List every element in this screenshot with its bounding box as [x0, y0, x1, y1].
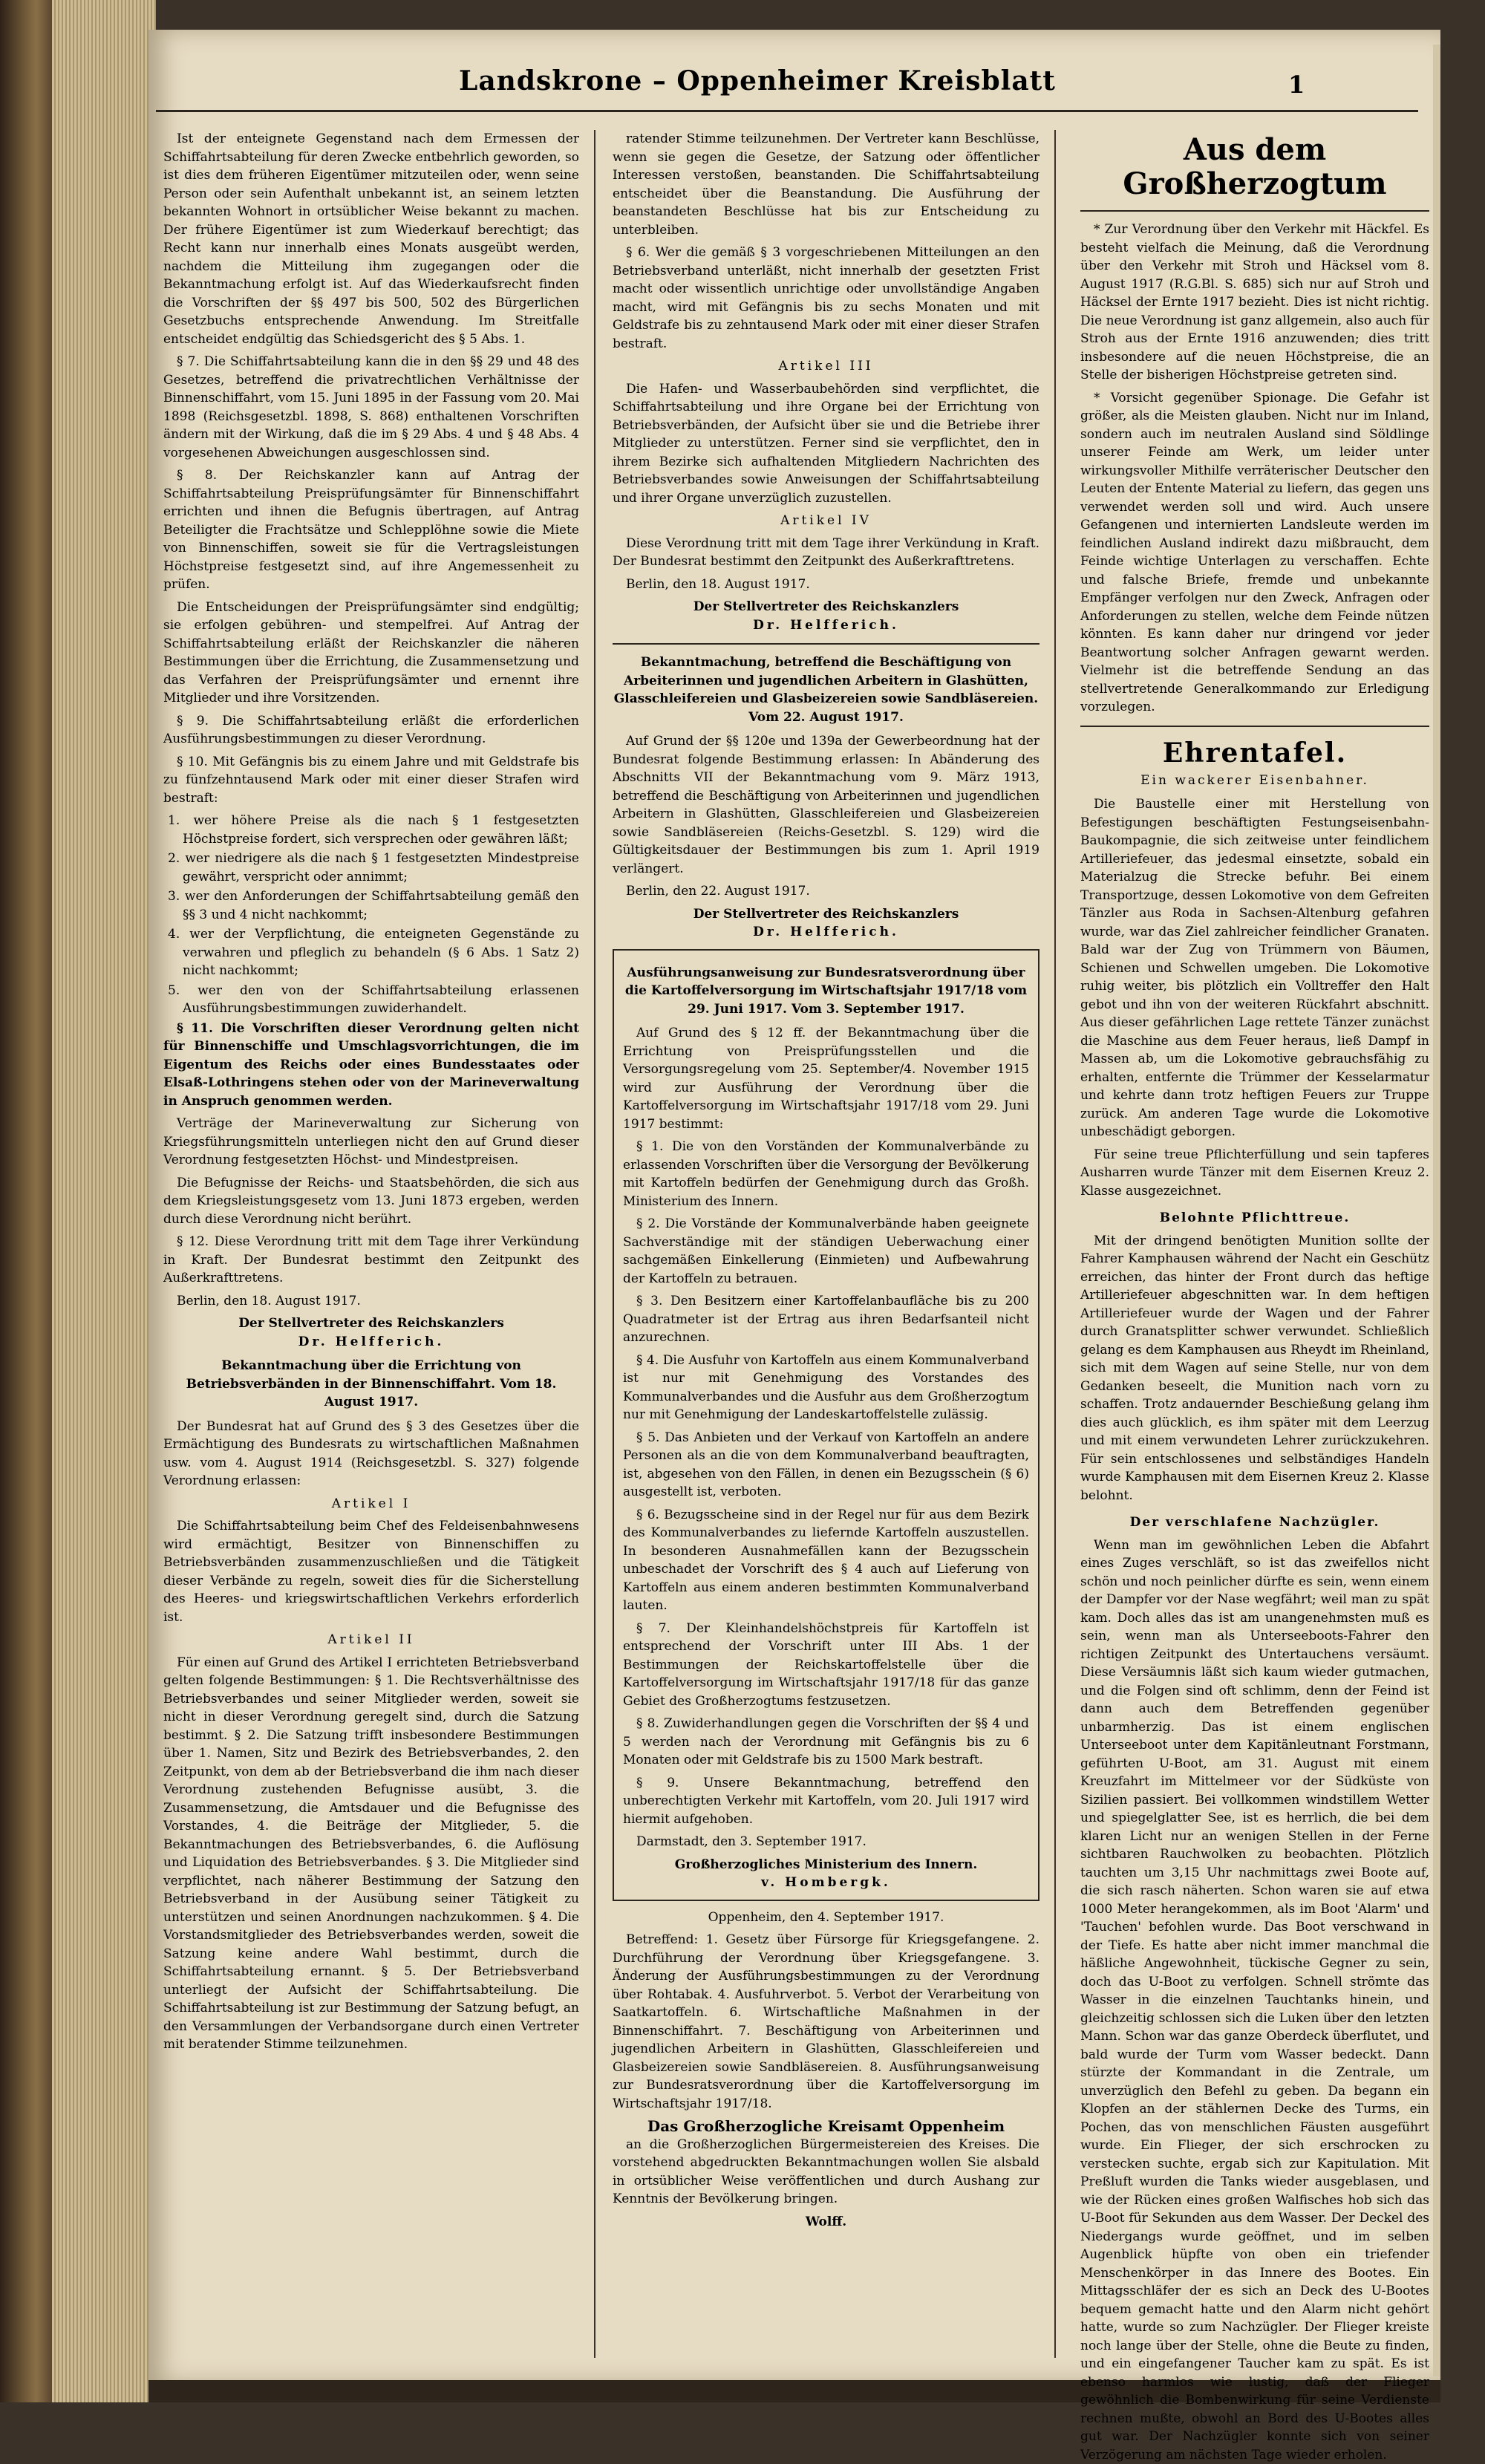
signature-name: Dr. Helfferich.: [613, 923, 1040, 942]
paragraph: Diese Verordnung tritt mit dem Tage ihrer Verkündung in Kraft. Der Bundesrat bestimmt den Zeitpunkt des Außerkrafttretens.: [613, 535, 1040, 571]
paragraph: Die Schiffahrtsabteilung beim Chef des Feldeisenbahnwesens wird ermächtigt, Besitzer von Binnenschiffen zu Betriebsverbänden zusammenzuschließen und die Tätigkeit dieser Verbände zu regeln, soweit dies für die Sicherstellung des Heeres- und kriegswirtschaftlichen Verkehrs erforderlich ist.: [163, 1517, 579, 1626]
signature-name: Wolff.: [613, 2213, 1040, 2232]
signature-title: Der Stellvertreter des Reichskanzlers: [613, 905, 1040, 924]
paragraph: § 5. Das Anbieten und der Verkauf von Kartoffeln an andere Personen als an die von dem Kommunalverband beauftragten, ist, abgesehen von den Fällen, in denen ein Bezugsschein (§ 6) ausgestellt ist, verboten.: [623, 1429, 1029, 1502]
masthead-title: Landskrone – Oppenheimer Kreisblatt: [423, 65, 1091, 97]
paragraph: Die Befugnisse der Reichs- und Staatsbehörden, die sich aus dem Kriegsleistungsgesetz vom 13. Juni 1873 ergeben, werden durch diese Verordnung nicht berührt.: [163, 1174, 579, 1229]
signature-name: v. Hombergk.: [623, 1874, 1029, 1892]
paragraph: Auf Grund der §§ 120e und 139a der Gewerbeordnung hat der Bundesrat folgende Bestimmung erlassen: In Abänderung des Abschnitts VII der Bekanntmachung vom 9. März 1913, betreffend die Beschäftigung von Arbeiterinnen und jugendlichen Arbeitern in Glashütten, Glasschleifereien und Glasbeizereien sowie Sandbläsereien (Reichs-Gesetzbl. S. 129) wird die Gültigkeitsdauer der Bestimmungen bis zum 1. April 1919 verlängert.: [613, 732, 1040, 878]
signature-name: Dr. Helfferich.: [163, 1333, 579, 1352]
paragraph: § 10. Mit Gefängnis bis zu einem Jahre und mit Geldstrafe bis zu fünfzehntausend Mark oder mit einer dieser Strafen wird bestraft:: [163, 753, 579, 808]
paragraph: * Vorsicht gegenüber Spionage. Die Gefahr ist größer, als die Meisten glauben. Nicht nur im Inland, sondern auch im neutralen Ausland sind Söldlinge unserer Feinde am Werk, um leider unter wirkungsvoller Mithilfe verräterischer Deutscher den Leuten der Entente Material zu liefern, das gegen uns verwendet werden soll und wird. Auch unsere Gefangenen und internierten Landsleute werden im feindlichen Ausland indirekt dazu mißbraucht, dem Feinde wichtige Unterlagen zu verschaffen. Echte und falsche Briefe, fremde und unbekannte Empfänger verfolgen nur den Zweck, Anfragen oder Anforderungen zu stellen, welche dem Feinde nützen könnten. Es kann daher nur dringend vor jeder Beantwortung solcher Anfragen gewarnt werden. Vielmehr ist die betreffende Sendung an das stellvertretende Generalkommando zur Erledigung vorzulegen.: [1080, 389, 1429, 717]
dateline: Darmstadt, den 3. September 1917.: [623, 1833, 1029, 1851]
paragraph: Auf Grund des § 12 ff. der Bekanntmachung über die Errichtung von Preisprüfungsstellen und die Versorgungsregelung vom 25. September/4. November 1915 wird zur Ausführung der Verordnung über die Kartoffelversorgung im Wirtschaftsjahr 1917/18 vom 29. Juni 1917 bestimmt:: [623, 1024, 1029, 1133]
paragraph: Ist der enteignete Gegenstand nach dem Ermessen der Schiffahrtsabteilung für deren Zwecke entbehrlich geworden, so ist dies dem früheren Eigentümer mitzuteilen oder, wenn seine Person oder sein Aufenthalt unbekannt ist, an seinem letzten bekannten Wohnort in ortsüblicher Weise bekannt zu machen. Der frühere Eigentümer ist zum Wiederkauf berechtigt; das Recht kann nur innerhalb eines Monats ausgeübt werden, nachdem die Mitteilung ihm zugegangen oder die Bekanntmachung erfolgt ist. Auf das Wiederkaufsrecht finden die Vorschriften der §§ 497 bis 500, 502 des Bürgerlichen Gesetzbuchs entsprechende Anwendung. Im Streitfalle entscheidet endgültig das Schiedsgericht des § 5 Abs. 1.: [163, 130, 579, 348]
list-item: 1. wer höhere Preise als die nach § 1 festgesetzten Höchstpreise fordert, sich versprechen oder gewähren läßt;: [183, 812, 579, 848]
paragraph: Verträge der Marineverwaltung zur Sicherung von Kriegsführungsmitteln unterliegen nicht den auf Grund dieser Verordnung festgesetzten Höchst- und Mindestpreisen.: [163, 1115, 579, 1170]
signature-name: Dr. Helfferich.: [613, 616, 1040, 635]
divider: [1080, 210, 1429, 212]
paragraph: § 11. Die Vorschriften dieser Verordnung gelten nicht für Binnenschiffe und Umschlagsvorrichtungen, die im Eigentum des Reichs oder eines Bundesstaates oder Elsaß-Lothringens stehen oder von der Marineverwaltung in Anspruch genommen werden.: [163, 1020, 579, 1111]
divider: [613, 643, 1040, 645]
article-heading: Artikel IV: [613, 512, 1040, 530]
page-stack-edge: [52, 0, 156, 2402]
paragraph: Für einen auf Grund des Artikel I errichteten Betriebsverband gelten folgende Bestimmungen: § 1. Die Rechtsverhältnisse des Betriebsverbandes und seiner Mitglieder werden, soweit sie nicht in dieser Verordnung geregelt sind, durch die Satzung bestimmt. § 2. Die Satzung trifft insbesondere Bestimmungen über 1. Namen, Sitz und Bezirk des Betriebsverbandes, 2. den Zeitpunkt, von dem ab der Betriebsverband die ihm nach dieser Verordnung zustehenden Befugnisse ausübt, 3. die Zusammensetzung, die Amtsdauer und die Befugnisse des Vorstandes, 4. die Beiträge der Mitglieder, 5. die Bekanntmachungen des Betriebsverbandes, 6. die Auflösung und Liquidation des Betriebsverbandes. § 3. Die Mitglieder sind verpflichtet, nach näherer Bestimmung der Satzung den Betriebsverband in der Ausübung seiner Tätigkeit zu unterstützen und seinen Anordnungen nachzukommen. § 4. Die Vorstandsmitglieder des Betriebsverbandes werden, soweit die Satzung keine andere Wahl bestimmt, durch die Schiffahrtsabteilung ernannt. § 5. Der Betriebsverband unterliegt der Aufsicht der Schiffahrtsabteilung. Die Schiffahrtsabteilung ist zur Bestimmung der Satzung befugt, an den Versammlungen der Verbandsorgane durch einen Vertreter mit beratender Stimme teilzunehmen.: [163, 1654, 579, 2054]
dateline: Berlin, den 18. August 1917.: [613, 576, 1040, 594]
paragraph: Der Bundesrat hat auf Grund des § 3 des Gesetzes über die Ermächtigung des Bundesrats zu wirtschaftlichen Maßnahmen usw. vom 4. August 1914 (Reichsgesetzbl. S. 327) folgende Verordnung erlassen:: [163, 1418, 579, 1490]
paragraph: § 7. Der Kleinhandelshöchstpreis für Kartoffeln ist entsprechend der Vorschrift unter III Abs. 1 der Bestimmungen der Reichskartoffelstelle über die Kartoffelversorgung im Wirtschaftsjahr 1917/18 für das ganze Gebiet des Großherzogtums festzusetzen.: [623, 1620, 1029, 1711]
signature-title: Der Stellvertreter des Reichskanzlers: [163, 1314, 579, 1333]
dateline: Oppenheim, den 4. September 1917.: [613, 1909, 1040, 1927]
next-page-edge: [1433, 45, 1440, 2376]
notice-heading: Ausführungsanweisung zur Bundesratsverordnung über die Kartoffelversorgung im Wirtschaftsjahr 1917/18 vom 29. Juni 1917. Vom 3. September 1917.: [623, 964, 1029, 1019]
list-item: 2. wer niedrigere als die nach § 1 festgesetzten Mindestpreise gewährt, verspricht oder annimmt;: [183, 850, 579, 886]
paragraph: Wenn man im gewöhnlichen Leben die Abfahrt eines Zuges verschläft, so ist das zweifellos nicht schön und noch peinlicher dürfte es sein, wenn einem der Dampfer vor der Nase wegfährt; weil man zu spät kam. Doch alles das ist am unangenehmsten muß es sein, wenn man als Unterseeboots-Fahrer den richtigen Zeitpunkt des Untertauchens versäumt. Diese Versäumnis läßt sich kaum wieder gutmachen, und die Folgen sind oft schlimm, denn der Feind ist dann auch dem Betreffenden gegenüber unbarmherzig. Das ist einem englischen Unterseeboot unter dem Kapitänleutnant Forstmann, geführten U-Boot, am 31. August mit einem Kreuzfahrt im Mittelmeer vor der Südküste von Sizilien passiert. Bei vollkommen windstillem Wetter und spiegelglatter See, ist es herrlich, die bei dem klaren Licht nur an wenigen Stellen in der Ferne sichtbaren Rauchwolken zu beobachten. Plötzlich tauchten um 3,15 Uhr nachmittags zwei Boote auf, die sich rasch näherten. Schon waren sie auf etwa 1000 Meter herangekommen, als im Boot 'Alarm' und 'Tauchen' befohlen wurde. Das Boot verschwand in der Tiefe. Es hatte aber nicht immer manchmal die häßliche Angewohnheit, tückische Gegner zu sein, doch das U-Boot zu verfolgen. Schnell strömte das Wasser in die einzelnen Tauchtanks hinein, und gleichzeitig schlossen sich die Luken über den letzten Mann. Schon war das ganze Oberdeck überflutet, und bald wurde der Turm vom Wasser bedeckt. Dann stürzte der Kommandant in die Zentrale, um unverzüglich den Befehl zu geben. Da begann ein Klopfen an der stählernen Decke des Turms, ein Pochen, das von menschlichen Fäusten ausgeführt wurde. Ein Flieger, der sich erschrocken zu verstecken suchte, ergab sich zur Kapitulation. Mit Preßluft wurden die Tanks wieder ausgeblasen, und wie der Rücken eines großen Walfisches hob sich das U-Boot für Sekunden aus dem Wasser. Der Deckel des Niedergangs wurde geöffnet, und im selben Augenblick hüpfte von oben ein triefender Menschenkörper in das Innere des Bootes. Ein Mittagsschläfer der es sich an Deck des U-Bootes bequem gemacht hatte und den Alarm nicht gehört hatte, wurde so zum Nachzügler. Der Flieger kreiste noch lange über der Stelle, ohne die Beute zu finden, und ein eingefangener Taucher kam zu spät. Es ist ebenso harmlos wie lustig, daß der Flieger gewöhnlich die Bombenwirkung für seine Verdienste rechnen mußte, obwohl an Bord des U-Bootes alles gut war. Der Nachzügler konnte sich von seiner Verzögerung am nächsten Tage wieder erholen.: [1080, 1536, 1429, 2464]
paragraph: § 3. Den Besitzern einer Kartoffelanbaufläche bis zu 200 Quadratmeter ist der Ertrag aus ihren Bedarfsanteil nicht anzurechnen.: [623, 1292, 1029, 1347]
divider: [1080, 726, 1429, 727]
article-heading: Artikel II: [163, 1631, 579, 1649]
paragraph: § 1. Die von den Vorständen der Kommunalverbände zu erlassenden Vorschriften über die Versorgung der Bevölkerung mit Kartoffeln bedürfen der Genehmigung durch das Großh. Ministerium des Innern.: [623, 1138, 1029, 1210]
paragraph: § 4. Die Ausfuhr von Kartoffeln aus einem Kommunalverband ist nur mit Genehmigung des Vorstandes des Kommunalverbandes und die Ausfuhr aus dem Großherzogtum nur mit Genehmigung der Landeskartoffelstelle zulässig.: [623, 1352, 1029, 1424]
list-item: 5. wer den von der Schiffahrtsabteilung erlassenen Ausführungsbestimmungen zuwiderhandelt.: [183, 982, 579, 1018]
column-3: [1080, 130, 1429, 2358]
paragraph: § 2. Die Vorstände der Kommunalverbände haben geeignete Sachverständige mit der ständigen Ueberwachung einer sachgemäßen Einkellerung (Einmieten) und Aufbewahrung der Kartoffeln zu betrauen.: [623, 1215, 1029, 1288]
column-2: [613, 130, 1040, 2358]
paragraph: § 8. Der Reichskanzler kann auf Antrag der Schiffahrtsabteilung Preisprüfungsämter für Binnenschiffahrt errichten und ihnen die Befugnis übertragen, auf Antrag Beteiligter die Frachtsätze und Schlepplöhne sowie die Miete von Binnenschiffen, soweit sie für die Vertragsleistungen Höchstpreise festgesetzt sind, auf ihre Angemessenheit zu prüfen.: [163, 466, 579, 594]
honor-subtitle: Ein wackerer Eisenbahner.: [1080, 772, 1429, 790]
paragraph: § 7. Die Schiffahrtsabteilung kann die in den §§ 29 und 48 des Gesetzes, betreffend die privatrechtlichen Verhältnisse der Binnenschiffahrt, vom 15. Juni 1895 in der Fassung vom 20. Mai 1898 (Reichsgesetzbl. 1898, S. 868) enthaltenen Vorschriften ändern mit der Wirkung, daß die im § 29 Abs. 4 und § 48 Abs. 4 vorgesehenen Abweichungen ausgeschlossen sind.: [163, 353, 579, 462]
paragraph: ratender Stimme teilzunehmen. Der Vertreter kann Beschlüsse, wenn sie gegen die Gesetze, der Satzung oder öffentlicher Interessen verstoßen, beanstanden. Die Schiffahrtsabteilung entscheidet über die Beanstandung. Die Ausführung der beanstandeten Beschlüsse hat bis zur Entscheidung zu unterbleiben.: [613, 130, 1040, 239]
paragraph: § 6. Bezugsscheine sind in der Regel nur für aus dem Bezirk des Kommunalverbandes zu liefernde Kartoffeln auszustellen. In besonderen Ausnahmefällen kann der Bezugsschein unbeschadet der Vorschrift des § 4 auch auf Lieferung von Kartoffeln aus einem anderen bestimmten Kommunalverband lauten.: [623, 1506, 1029, 1615]
paragraph: an die Großherzoglichen Bürgermeistereien des Kreises. Die vorstehend abgedruckten Bekanntmachungen wollen Sie alsbald in ortsüblicher Weise veröffentlichen und durch Aushang zur Kenntnis der Bevölkerung bringen.: [613, 2136, 1040, 2209]
article-heading: Artikel I: [163, 1495, 579, 1513]
paragraph: Für seine treue Pflichterfüllung und sein tapferes Ausharren wurde Tänzer mit dem Eisernen Kreuz 2. Klasse ausgezeichnet.: [1080, 1146, 1429, 1201]
signature-title: Großherzogliches Ministerium des Innern.: [623, 1856, 1029, 1874]
paragraph: Die Hafen- und Wasserbaubehörden sind verpflichtet, die Schiffahrtsabteilung und ihre Organe bei der Errichtung von Betriebsverbänden, der Aufsicht über sie und die Betriebe ihrer Mitglieder zu unterstützen. Ferner sind sie verpflichtet, den in ihrem Bezirke sich aufhaltenden Mitgliedern Nachrichten des Betriebsverbandes sowie Anweisungen der Schiffahrtsabteilung und ihrer Organe unverzüglich zuzustellen.: [613, 380, 1040, 508]
signature-title: Der Stellvertreter des Reichskanzlers: [613, 598, 1040, 616]
dateline: Berlin, den 22. August 1917.: [613, 882, 1040, 901]
paragraph: Betreffend: 1. Gesetz über Fürsorge für Kriegsgefangene. 2. Durchführung der Verordnung über Kriegsgefangene. 3. Änderung der Ausführungsbestimmungen zu der Verordnung über Rohtabak. 4. Ausfuhrverbot. 5. Verbot der Verarbeitung von Saatkartoffeln. 6. Wirtschaftliche Maßnahmen in der Binnenschiffahrt. 7. Beschäftigung von Arbeiterinnen und jugendlichen Arbeitern in Glashütten, Glasschleifereien und Glasbeizereien sowie Sandbläsereien. 8. Ausführungsanweisung zur Bundesratsverordnung über die Kartoffelversorgung im Wirtschaftsjahr 1917/18.: [613, 1931, 1040, 2113]
column-1: [163, 130, 579, 2358]
article-heading: Artikel III: [613, 357, 1040, 376]
list-item: 4. wer der Verpflichtung, die enteigneten Gegenstände zu verwahren und pfleglich zu behandeln (§ 6 Abs. 1 Satz 2) nicht nachkommt;: [183, 925, 579, 980]
paragraph: Mit der dringend benötigten Munition sollte der Fahrer Kamphausen während der Nacht ein Geschütz erreichen, das hinter der Front durch das heftige Artilleriefeuer abgeschnitten war. In dem heftigen Artilleriefeuer wurde der Wagen und der Fahrer durch Granatsplitter schwer verwundet. Schließlich gelang es dem Kamphausen aus Rheydt im Rheinland, sich mit dem Wagen auf seine Stelle, nur von dem Gedanken beseelt, die Munition nach vorn zu schaffen. Trotz andauernder Beschießung gelang ihm dies auch glücklich, es ihm später mit dem Leerzug und mit einem verwundeten Lehrer zurückzukehren. Für sein entschlossenes und selbständiges Handeln wurde Kamphausen mit dem Eisernen Kreuz 2. Klasse belohnt.: [1080, 1232, 1429, 1505]
honor-title: Ehrentafel.: [1080, 737, 1429, 769]
book-spine: [0, 0, 52, 2402]
paragraph: § 9. Unsere Bekanntmachung, betreffend den unberechtigten Verkehr mit Kartoffeln, vom 20. Juli 1917 wird hiermit aufgehoben.: [623, 1774, 1029, 1829]
paragraph: Die Baustelle einer mit Herstellung von Befestigungen beschäftigten Festungseisenbahn-Baukompagnie, die sich zeitweise unter feindlichem Artilleriefeuer, das jedesmal einsetzte, sobald ein Materialzug die Strecke befuhr. Bei einem Transportzuge, dessen Lokomotive von dem Gefreiten Tänzler aus Roda in Sachsen-Altenburg gefahren wurde, war das Ziel zahlreicher feindlicher Granaten. Bald war der Zug von Trümmern von Bäumen, Schienen und Schwellen umgeben. Die Lokomotive ruhig weiter, bis plötzlich ein Volltreffer den Halt gebot und ihn von der weiteren Rückfahrt abschnitt. Aus dieser gefährlichen Lage rettete Tänzer zunächst die Maschine aus dem Feuer heraus, ließ Dampf in Massen ab, um die Lokomotive gebrauchsfähig zu erhalten, entfernte die Trümmer der Kesselarmatur und kehrte dann trotz heftigen Feuers zur Truppe zurück. Am anderen Tage wurde die Lokomotive unbeschädigt geborgen.: [1080, 795, 1429, 1141]
dateline: Berlin, den 18. August 1917.: [163, 1292, 579, 1311]
section-title: Aus dem Großherzogtum: [1080, 133, 1429, 201]
boxed-notice: [613, 949, 1040, 1901]
list-item: 3. wer den Anforderungen der Schiffahrtsabteilung gemäß den §§ 3 und 4 nicht nachkommt;: [183, 887, 579, 924]
office-title: Das Großherzogliche Kreisamt Oppenheim: [613, 2117, 1040, 2136]
paragraph: § 8. Zuwiderhandlungen gegen die Vorschriften der §§ 4 und 5 werden nach der Verordnung mit Gefängnis bis zu 6 Monaten oder mit Geldstrafe bis zu 1500 Mark bestraft.: [623, 1715, 1029, 1770]
notice-heading: Bekanntmachung, betreffend die Beschäftigung von Arbeiterinnen und jugendlichen Arbeitern in Glashütten, Glasschleifereien und Glasbeizereien sowie Sandbläsereien. Vom 22. August 1917.: [613, 654, 1040, 726]
column-rule: [594, 130, 595, 2358]
column-rule: [1054, 130, 1056, 2358]
subsection-title: Belohnte Pflichttreue.: [1080, 1209, 1429, 1228]
notice-heading: Bekanntmachung über die Errichtung von Betriebsverbänden in der Binnenschiffahrt. Vom 18. August 1917.: [163, 1357, 579, 1412]
paragraph: § 9. Die Schiffahrtsabteilung erläßt die erforderlichen Ausführungsbestimmungen zu dieser Verordnung.: [163, 712, 579, 749]
page-number: 1: [1288, 71, 1305, 99]
paragraph: § 12. Diese Verordnung tritt mit dem Tage ihrer Verkündung in Kraft. Der Bundesrat bestimmt den Zeitpunkt des Außerkrafttretens.: [163, 1233, 579, 1288]
paragraph: Die Entscheidungen der Preisprüfungsämter sind endgültig; sie erfolgen gebühren- und stempelfrei. Auf Antrag der Schiffahrtsabteilung erläßt der Reichskanzler die näheren Bestimmungen über die Errichtung, die Zusammensetzung und das Verfahren der Preisprüfungsämter und ernennt ihre Mitglieder und ihre Vorsitzenden.: [163, 599, 579, 708]
paragraph: * Zur Verordnung über den Verkehr mit Häckfel. Es besteht vielfach die Meinung, daß die Verordnung über den Verkehr mit Stroh und Häcksel vom 8. August 1917 (R.G.Bl. S. 685) sich nur auf Stroh und Häcksel der Ernte 1917 bezieht. Dies ist nicht richtig. Die neue Verordnung ist ganz allgemein, also auch für Stroh aus der Ernte 1916 anzuwenden; dies tritt insbesondere auf die neuen Höchstpreise, die an Stelle der bisherigen Höchstpreise getreten sind.: [1080, 221, 1429, 385]
paragraph: § 6. Wer die gemäß § 3 vorgeschriebenen Mitteilungen an den Betriebsverband unterläßt, nicht innerhalb der gesetzten Frist macht oder wissentlich unrichtige oder unvollständige Angaben macht, wird mit Gefängnis bis zu sechs Monaten und mit Geldstrafe bis zu zehntausend Mark oder mit einer dieser Strafen bestraft.: [613, 244, 1040, 353]
subsection-title: Der verschlafene Nachzügler.: [1080, 1513, 1429, 1532]
masthead-rule: [156, 110, 1418, 112]
